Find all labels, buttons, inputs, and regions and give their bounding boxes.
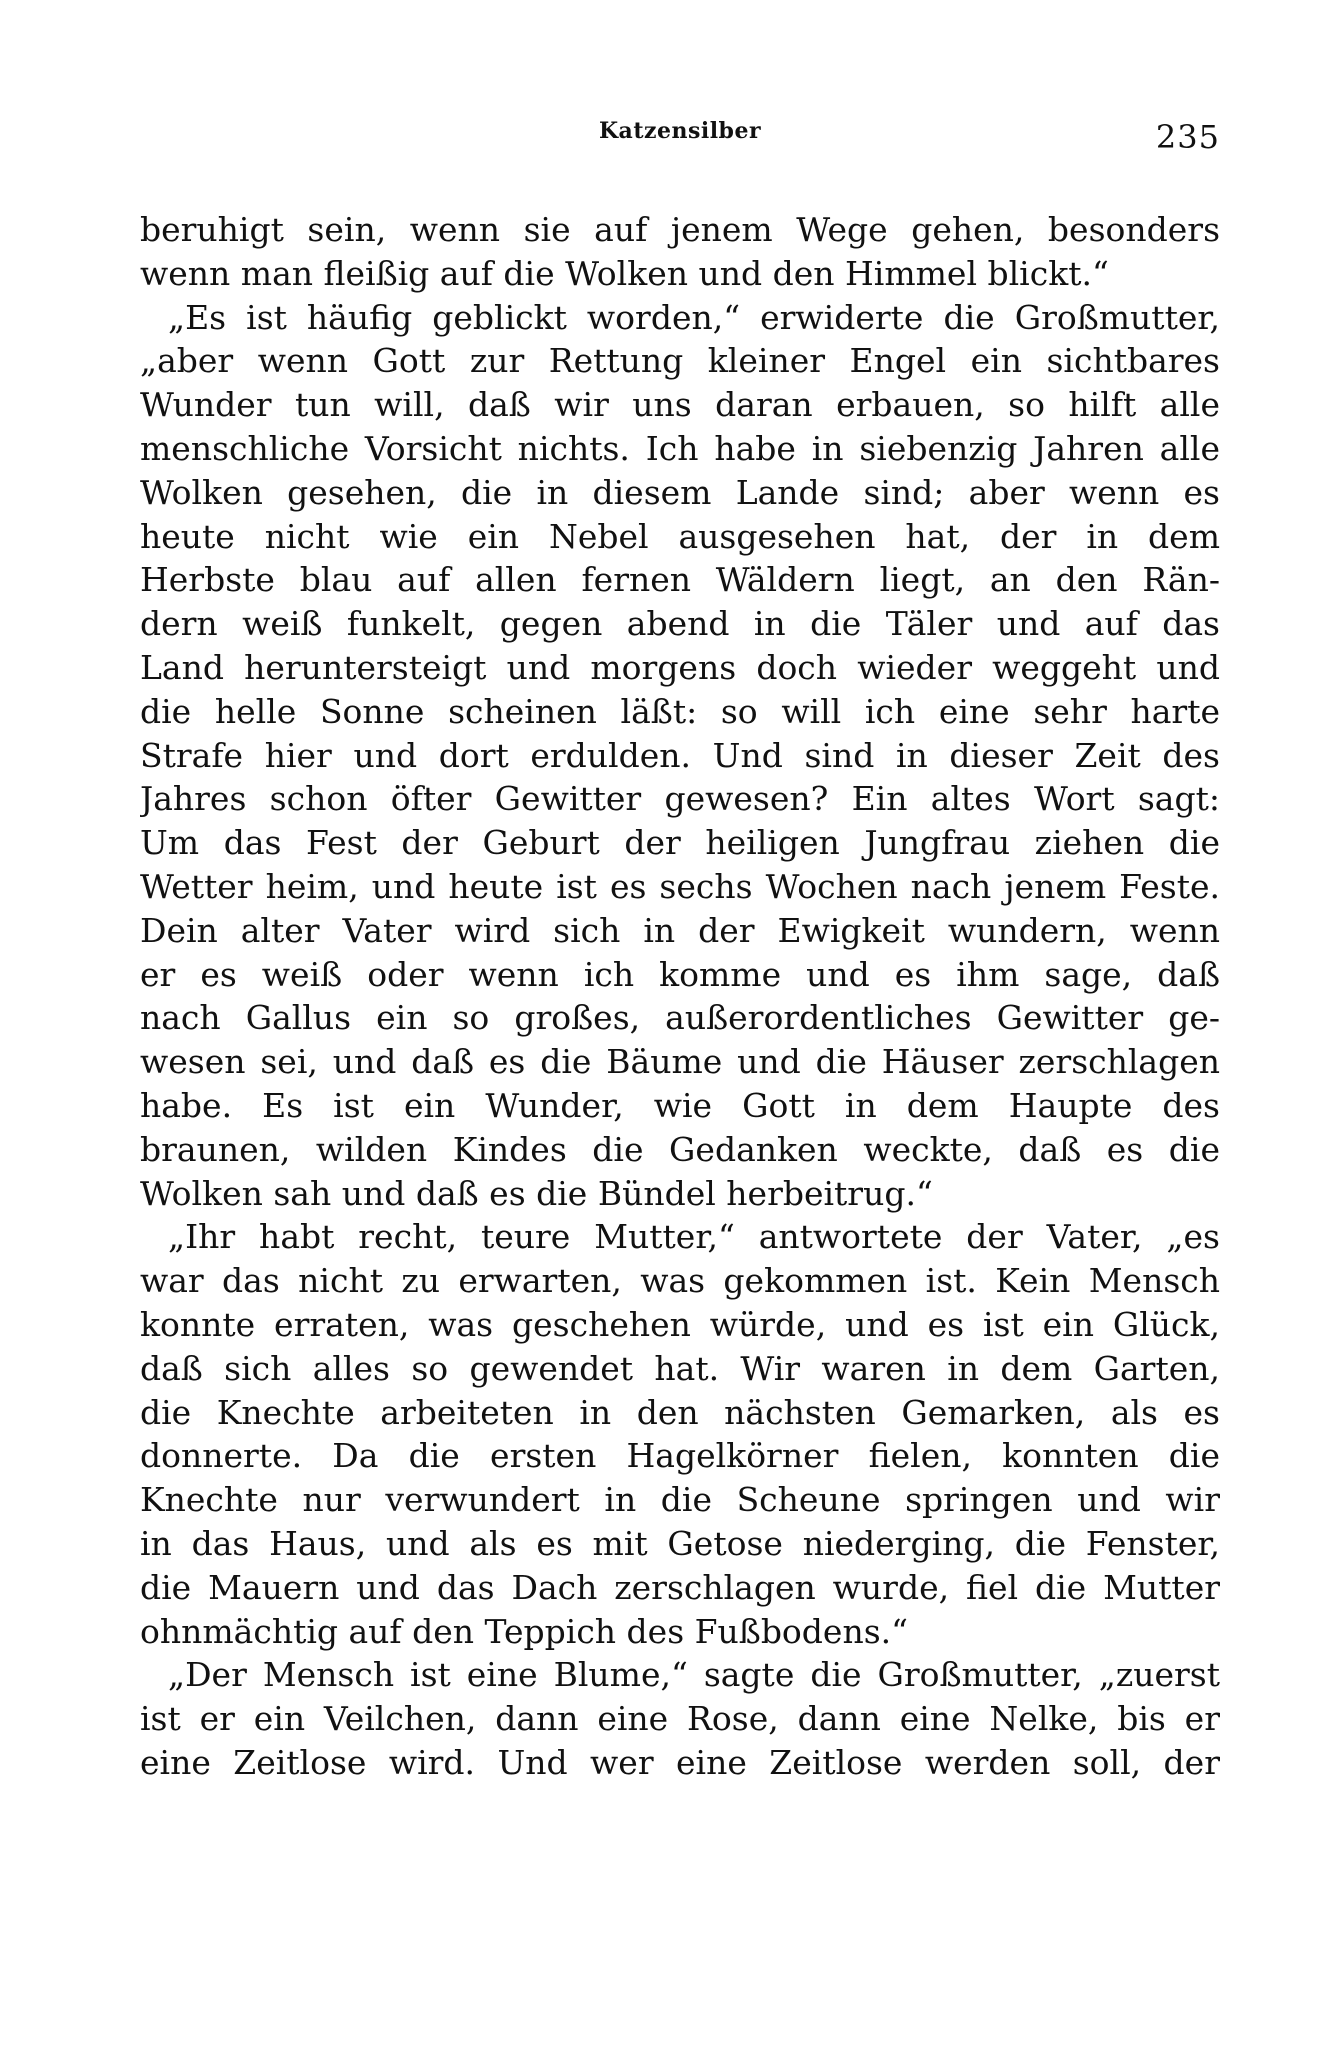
page-number: 235 (1155, 118, 1220, 156)
text-line: habe. Es ist ein Wunder, wie Gott in dem Haupte des (140, 1085, 1220, 1125)
text-line: „Es ist häufig geblickt worden,“ erwiderte die Großmutter, (168, 297, 1220, 337)
text-line: wesen sei, und daß es die Bäume und die Häuser zerschlagen (140, 1042, 1220, 1082)
text-line: ohnmächtig auf den Teppich des Fußbodens.“ (140, 1611, 909, 1651)
text-line: „Der Mensch ist eine Blume,“ sagte die Großmutter, „zuerst (168, 1655, 1220, 1695)
text-line: nach Gallus ein so großes, außerordentliches Gewitter ge- (140, 998, 1220, 1038)
text-line: heute nicht wie ein Nebel ausgesehen hat, der in dem (140, 516, 1220, 556)
text-line: eine Zeitlose wird. Und wer eine Zeitlose werden soll, der (140, 1742, 1220, 1782)
text-line: „aber wenn Gott zur Rettung kleiner Engel ein sichtbares (140, 341, 1220, 381)
text-line: Wunder tun will, daß wir uns daran erbauen, so hilft alle (140, 385, 1220, 425)
text-line: konnte erraten, was geschehen würde, und es ist ein Glück, (140, 1304, 1220, 1344)
text-line: Strafe hier und dort erdulden. Und sind in dieser Zeit des (140, 735, 1220, 775)
text-line: in das Haus, und als es mit Getose niederging, die Fenster, (140, 1523, 1220, 1563)
text-line: donnerte. Da die ersten Hagelkörner fielen, konnten die (140, 1436, 1220, 1476)
running-title: Katzensilber (598, 118, 762, 144)
text-line: Wolken sah und daß es die Bündel herbeitrug.“ (140, 1173, 933, 1213)
text-line: er es weiß oder wenn ich komme und es ihm sage, daß (140, 954, 1220, 994)
text-line: ist er ein Veilchen, dann eine Rose, dann eine Nelke, bis er (140, 1699, 1220, 1739)
text-line: dern weiß funkelt, gegen abend in die Täler und auf das (140, 604, 1220, 644)
text-line: Dein alter Vater wird sich in der Ewigkeit wundern, wenn (140, 910, 1220, 950)
text-line: braunen, wilden Kindes die Gedanken weckte, daß es die (140, 1129, 1220, 1169)
text-line: die Mauern und das Dach zerschlagen wurde, fiel die Mutter (140, 1567, 1220, 1607)
text-line: die helle Sonne scheinen läßt: so will ich eine sehr harte (140, 691, 1220, 731)
text-line: Knechte nur verwundert in die Scheune springen und wir (140, 1480, 1220, 1520)
text-line: Jahres schon öfter Gewitter gewesen? Ein altes Wort sagt: (140, 779, 1220, 819)
text-line: Wolken gesehen, die in diesem Lande sind; aber wenn es (140, 472, 1220, 512)
text-line: Herbste blau auf allen fernen Wäldern liegt, an den Rän- (140, 560, 1220, 600)
text-line: Um das Fest der Geburt der heiligen Jungfrau ziehen die (140, 823, 1220, 863)
text-line: „Ihr habt recht, teure Mutter,“ antwortete der Vater, „es (168, 1217, 1220, 1257)
text-line: wenn man fleißig auf die Wolken und den Himmel blickt.“ (140, 253, 1109, 293)
text-line: menschliche Vorsicht nichts. Ich habe in siebenzig Jahren alle (140, 428, 1220, 468)
text-line: die Knechte arbeiteten in den nächsten Gemarken, als es (140, 1392, 1220, 1432)
text-line: Land heruntersteigt und morgens doch wieder weggeht und (140, 647, 1220, 687)
text-line: daß sich alles so gewendet hat. Wir waren in dem Garten, (140, 1348, 1220, 1388)
text-line: Wetter heim, und heute ist es sechs Wochen nach jenem Feste. (140, 866, 1220, 906)
text-line: beruhigt sein, wenn sie auf jenem Wege gehen, besonders (140, 210, 1220, 249)
text-line: war das nicht zu erwarten, was gekommen ist. Kein Mensch (140, 1261, 1220, 1301)
body-text (140, 208, 1220, 1785)
page-header (140, 118, 1220, 158)
